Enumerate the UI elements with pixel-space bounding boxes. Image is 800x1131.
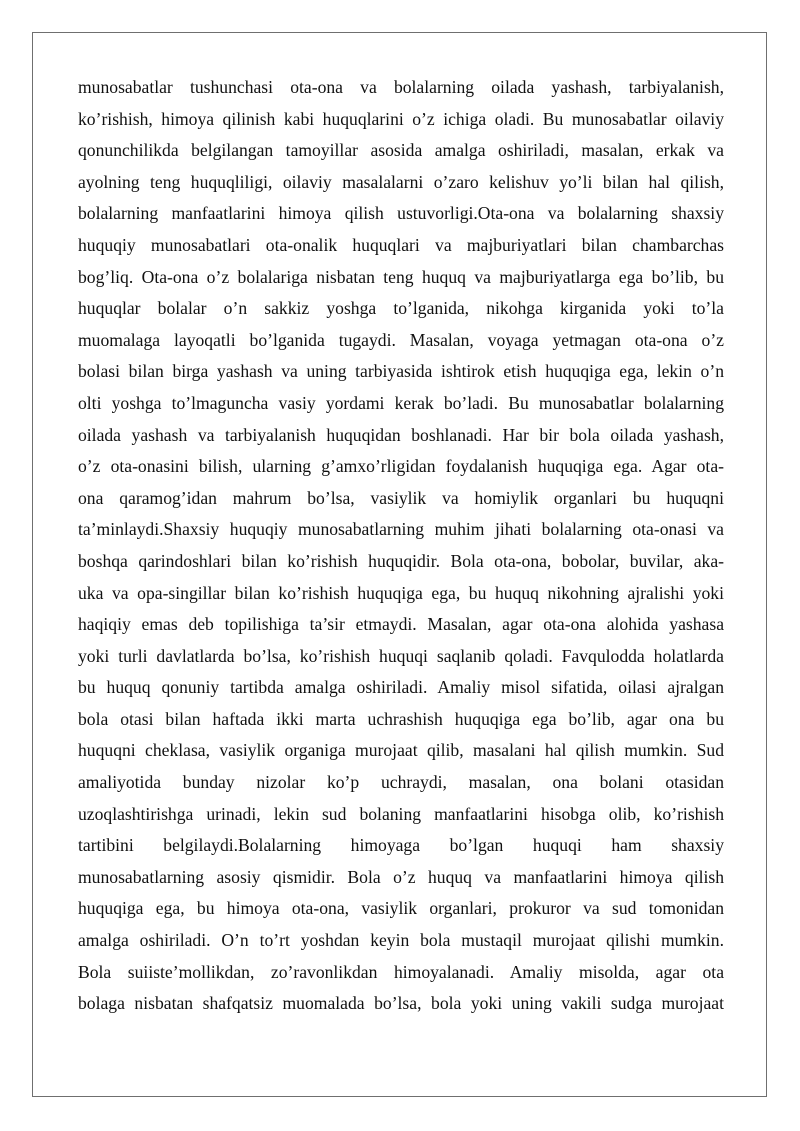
text-line: yoki turli davlatlarda bo’lsa, ko’rishish huquqi saqlanib qoladi. Favqulodda holatlarda [78, 645, 724, 666]
text-line: amaliyotida bunday nizolar ko’p uchraydi, masalan, ona bolani otasidan [78, 772, 724, 793]
text-line: huquqni cheklasa, vasiylik organiga murojaat qilib, masalani hal qilish mumkin. Sud [78, 740, 724, 761]
text-line: muomalaga layoqatli bo’lganida tugaydi. Masalan, voyaga yetmagan ota-ona o’z [78, 329, 724, 350]
text-line: huquqiy munosabatlari ota-onalik huquqlari va majburiyatlari bilan chambarchas [78, 234, 724, 255]
text-line: huquqlar bolalar o’n sakkiz yoshga to’lganida, nikohga kirganida yoki to’la [78, 298, 724, 319]
text-line: tartibini belgilaydi.Bolalarning himoyaga bo’lgan huquqi ham shaxsiy [78, 835, 724, 856]
text-line: uka va opa-singillar bilan ko’rishish huquqiga ega, bu huquq nikohning ajralishi yoki [78, 582, 724, 603]
text-line: bu huquq qonuniy tartibda amalga oshiriladi. Amaliy misol sifatida, oilasi ajralgan [78, 677, 724, 698]
text-line: bolasi bilan birga yashash va uning tarbiyasida ishtirok etish huquqiga ega, lekin o’n [78, 361, 724, 382]
text-line: qonunchilikda belgilangan tamoyillar asosida amalga oshiriladi, masalan, erkak va [78, 140, 724, 161]
text-line: bolalarning manfaatlarini himoya qilish ustuvorligi.Ota-ona va bolalarning shaxsiy [78, 203, 724, 224]
text-line: amalga oshiriladi. O’n to’rt yoshdan keyin bola mustaqil murojaat qilishi mumkin. [78, 930, 724, 951]
text-line: uzoqlashtirishga urinadi, lekin sud bolaning manfaatlarini hisobga olib, ko’rishish [78, 803, 724, 824]
text-line: olti yoshga to’lmaguncha vasiy yordami kerak bo’ladi. Bu munosabatlar bolalarning [78, 392, 724, 413]
text-line: munosabatlar tushunchasi ota-ona va bolalarning oilada yashash, tarbiyalanish, [78, 77, 724, 97]
text-line: ayolning teng huquqliligi, oilaviy masalalarni o’zaro kelishuv yo’li bilan hal qilish, [78, 171, 724, 192]
text-line: bog’liq. Ota-ona o’z bolalariga nisbatan teng huquq va majburiyatlarga ega bo’lib, bu [78, 266, 724, 287]
body-paragraph [78, 72, 724, 1020]
text-line: ta’minlaydi.Shaxsiy huquqiy munosabatlarning muhim jihati bolalarning ota-onasi va [78, 519, 724, 540]
text-line: huquqiga ega, bu himoya ota-ona, vasiylik organlari, prokuror va sud tomonidan [78, 898, 724, 919]
text-line: bola otasi bilan haftada ikki marta uchrashish huquqiga ega bo’lib, agar ona bu [78, 708, 724, 729]
text-line: boshqa qarindoshlari bilan ko’rishish huquqidir. Bola ota-ona, bobolar, buvilar, aka- [78, 550, 724, 571]
text-line: haqiqiy emas deb topilishiga ta’sir etmaydi. Masalan, agar ota-ona alohida yashasa [78, 614, 724, 635]
text-line: munosabatlarning asosiy qismidir. Bola o’z huquq va manfaatlarini himoya qilish [78, 866, 724, 887]
text-line: Bola suiiste’mollikdan, zo’ravonlikdan himoyalanadi. Amaliy misolda, agar ota [78, 961, 724, 982]
text-line: o’z ota-onasini bilish, ularning g’amxo’rligidan foydalanish huquqiga ega. Agar ota- [78, 456, 724, 477]
text-line: ona qaramog’idan mahrum bo’lsa, vasiylik va homiylik organlari bu huquqni [78, 487, 724, 508]
text-line: ko’rishish, himoya qilinish kabi huquqlarini o’z ichiga oladi. Bu munosabatlar oilaviy [78, 108, 724, 129]
text-line: oilada yashash va tarbiyalanish huquqidan boshlanadi. Har bir bola oilada yashash, [78, 424, 724, 445]
text-line: bolaga nisbatan shafqatsiz muomalada bo’lsa, bola yoki uning vakili sudga murojaat [78, 993, 724, 1014]
